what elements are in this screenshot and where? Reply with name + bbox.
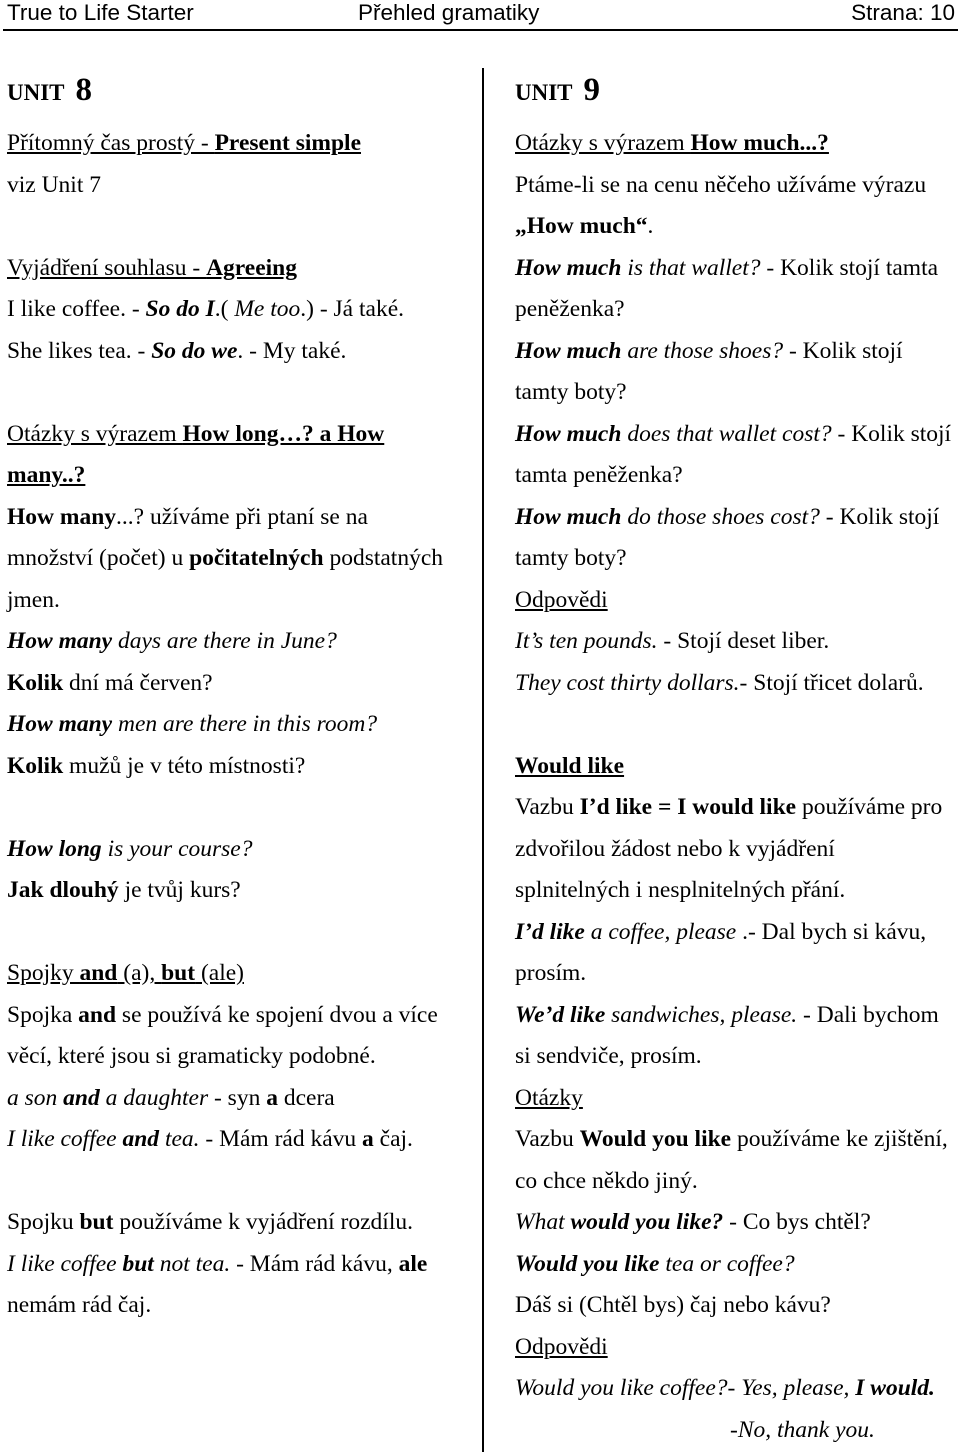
blank-line — [515, 704, 955, 746]
text-line — [7, 995, 477, 1037]
bold-text: Kolik — [7, 669, 64, 696]
plain-text: se používá ke spojení dvou a více — [116, 1001, 438, 1028]
italic-text: I like coffee — [7, 1250, 123, 1277]
bold-text: but — [161, 960, 196, 986]
example-line — [515, 414, 955, 456]
unit-label: UNIT — [7, 80, 65, 105]
plain-text: tamta peněženka? — [515, 462, 683, 488]
bold-text: Would you like — [579, 1126, 732, 1152]
italic-text: is that wallet? — [621, 254, 761, 281]
plain-text: Spojky — [7, 960, 80, 986]
example-line — [515, 1368, 955, 1410]
bold-text: How much...? — [690, 130, 829, 156]
plain-text: Vazbu — [515, 1126, 580, 1152]
column-divider — [482, 68, 484, 1452]
italic-text: days are there in June? — [112, 628, 337, 654]
plain-text: . — [647, 213, 654, 239]
example-line — [7, 704, 477, 746]
italic-text: tea or coffee? — [659, 1250, 795, 1277]
italic-text: a daughter — [99, 1084, 209, 1111]
translation-line — [515, 1285, 955, 1327]
example-line — [7, 1078, 477, 1120]
section-heading — [7, 953, 477, 995]
italic-text: tea. — [159, 1126, 200, 1152]
bold-text: Present simple — [214, 130, 361, 156]
plain-text: tamty boty? — [515, 545, 627, 571]
plain-text: - Mám rád kávu, — [230, 1250, 399, 1277]
italic-text: I like coffee — [7, 1126, 123, 1152]
italic-text: -No, thank you. — [730, 1416, 875, 1443]
text-line — [515, 787, 955, 829]
bold-italic-text: but — [122, 1250, 154, 1277]
bold-italic-text: How many — [7, 628, 113, 654]
bold-italic-text: How long — [7, 835, 102, 862]
bold-text: many..? — [7, 462, 86, 488]
text-line — [515, 165, 955, 207]
translation-line — [7, 746, 477, 788]
plain-text: je tvůj kurs? — [118, 877, 241, 903]
plain-text: Otázky s výrazem — [7, 420, 183, 447]
italic-text: Would you like coffee?- Yes, please, — [515, 1375, 856, 1401]
plain-text: She likes tea. - — [7, 337, 152, 364]
text-line — [515, 829, 955, 871]
plain-text: Ptáme-li se na cenu něčeho užíváme výrazu — [515, 171, 927, 198]
bold-italic-text: How much — [515, 503, 622, 530]
bold-italic-text: How much — [515, 254, 622, 281]
italic-text: It’s ten pounds. — [515, 628, 658, 654]
text-line — [7, 289, 477, 331]
text-line — [515, 1119, 955, 1161]
plain-text: Vazbu — [515, 794, 580, 820]
plain-text: dcera — [277, 1084, 335, 1111]
plain-text: - Stojí třicet dolarů. — [739, 669, 924, 696]
plain-text: jmen. — [7, 586, 60, 613]
bold-text: a — [266, 1084, 278, 1111]
section-title: Přehled gramatiky — [358, 0, 540, 25]
bold-italic-text: How many — [7, 711, 113, 737]
plain-text: používáme ke zjištění, — [731, 1126, 948, 1152]
plain-text: množství (počet) u — [7, 545, 190, 571]
plain-text: peněženka? — [515, 296, 625, 322]
section-heading — [7, 248, 477, 290]
example-line — [515, 497, 955, 539]
plain-text: viz Unit 7 — [7, 171, 101, 198]
text-line — [7, 580, 477, 622]
text-line — [515, 372, 955, 414]
example-line — [7, 621, 477, 663]
plain-text: čaj. — [373, 1126, 413, 1152]
bold-text: a — [362, 1126, 374, 1152]
bold-italic-text: How much — [515, 420, 622, 447]
bold-text: Agreeing — [206, 254, 297, 281]
bold-italic-text: and — [122, 1126, 160, 1152]
italic-text: a coffee, please — [584, 918, 737, 945]
plain-text: .) - Já také. — [300, 296, 405, 322]
blank-line — [7, 912, 477, 954]
example-line — [7, 1244, 477, 1286]
translation-line — [7, 870, 477, 912]
plain-text: - Co bys chtěl? — [723, 1209, 871, 1235]
plain-text: prosím. — [515, 960, 587, 986]
plain-text: Přítomný čas prostý - — [7, 130, 215, 156]
example-line — [515, 1244, 955, 1286]
section-heading — [515, 123, 955, 165]
plain-text: mužů je v této místnosti? — [63, 752, 306, 779]
bold-italic-text: and — [63, 1084, 100, 1111]
bold-text: Jak dlouhý — [7, 877, 119, 903]
unit-label: UNIT — [515, 80, 573, 105]
blank-line — [7, 787, 477, 829]
plain-text: - Kolik stojí — [819, 503, 940, 530]
plain-text: tamty boty? — [515, 379, 627, 405]
bold-text: počitatelných — [189, 545, 324, 571]
plain-text: I like coffee. - — [7, 296, 146, 322]
plain-text: ...? užíváme při ptaní se na — [116, 503, 368, 530]
italic-text: is your course? — [101, 835, 253, 862]
section-heading — [7, 455, 477, 497]
text-line — [515, 538, 955, 580]
bold-text: ale — [398, 1250, 428, 1277]
italic-text: not tea. — [153, 1250, 231, 1277]
plain-text: Otázky — [515, 1084, 583, 1111]
italic-text: a son — [7, 1084, 64, 1111]
bold-text: How long…? a How — [182, 420, 385, 447]
blank-line — [7, 1161, 477, 1203]
text-line — [515, 953, 955, 995]
section-heading — [515, 1327, 955, 1369]
plain-text: používáme pro — [796, 794, 943, 820]
text-line — [515, 206, 955, 248]
bold-text: Would like — [515, 752, 625, 779]
text-line — [515, 1161, 955, 1203]
text-line — [515, 1036, 955, 1078]
example-line — [7, 1119, 477, 1161]
plain-text: - Stojí deset liber. — [657, 628, 830, 654]
text-line — [7, 538, 477, 580]
book-title: True to Life Starter — [7, 0, 194, 25]
plain-text: zdvořilou žádost nebo k vyjádření — [515, 835, 835, 862]
text-line — [515, 870, 955, 912]
unit-8-heading — [7, 68, 477, 123]
plain-text: .- Dal bych si kávu, — [736, 918, 927, 945]
plain-text: Spojka — [7, 1001, 79, 1028]
plain-text: - Kolik stojí — [783, 337, 903, 364]
plain-text: Otázky s výrazem — [515, 130, 691, 156]
text-line — [7, 1285, 477, 1327]
bold-italic-text: would you like? — [570, 1209, 724, 1235]
bold-text: I’d like = I would like — [579, 794, 797, 820]
plain-text: nemám rád čaj. — [7, 1292, 152, 1318]
example-line — [515, 663, 955, 705]
italic-text: They cost thirty dollars. — [515, 669, 740, 696]
italic-text: What — [515, 1209, 571, 1235]
plain-text: - Kolik stojí — [831, 420, 952, 447]
example-line — [515, 248, 955, 290]
example-line — [515, 621, 955, 663]
plain-text: Odpovědi — [515, 1333, 608, 1360]
blank-line — [7, 206, 477, 248]
unit-9-heading — [515, 68, 955, 123]
bold-text: How many — [7, 503, 117, 530]
example-line — [515, 331, 955, 373]
plain-text: dní má červen? — [63, 669, 213, 696]
plain-text: co chce někdo jiný. — [515, 1167, 698, 1194]
bold-italic-text: So do I — [145, 296, 215, 322]
plain-text: podstatných — [323, 545, 444, 571]
plain-text: používáme k vyjádření rozdílu. — [113, 1209, 413, 1235]
plain-text: .( — [214, 296, 235, 322]
bold-italic-text: Would you like — [515, 1250, 660, 1277]
plain-text: . - My také. — [237, 337, 347, 364]
plain-text: si sendviče, prosím. — [515, 1043, 702, 1069]
plain-text: splnitelných i nesplnitelných přání. — [515, 877, 846, 903]
plain-text: Vyjádření souhlasu - — [7, 254, 207, 281]
unit-number: 8 — [75, 72, 93, 108]
example-line — [515, 995, 955, 1037]
plain-text: - syn — [208, 1084, 267, 1111]
text-line — [7, 1036, 477, 1078]
text-line — [515, 289, 955, 331]
italic-text: Me too — [234, 296, 301, 322]
section-heading — [7, 123, 477, 165]
bold-text: and — [78, 1001, 117, 1028]
plain-text: věcí, které jsou si gramaticky podobné. — [7, 1043, 376, 1069]
bold-text: but — [79, 1209, 114, 1235]
bold-text: „How much“ — [515, 213, 648, 239]
page-number: Strana: 10 — [851, 0, 955, 25]
text-line — [7, 331, 477, 373]
bold-text: Kolik — [7, 752, 64, 779]
example-line — [515, 912, 955, 954]
unit-number: 9 — [583, 72, 601, 108]
plain-text: - Mám rád kávu — [199, 1126, 363, 1152]
italic-text: does that wallet cost? — [621, 420, 832, 447]
text-line — [7, 497, 477, 539]
example-line — [7, 829, 477, 871]
bold-italic-text: We’d like — [515, 1001, 606, 1028]
text-line — [7, 165, 477, 207]
example-line — [515, 1202, 955, 1244]
section-heading — [515, 746, 955, 788]
section-heading — [515, 1078, 955, 1120]
bold-text: and — [79, 960, 118, 986]
bold-italic-text: How much — [515, 337, 622, 364]
plain-text: Dáš si (Chtěl bys) čaj nebo kávu? — [515, 1292, 831, 1318]
example-line — [515, 1410, 955, 1452]
plain-text: Odpovědi — [515, 586, 608, 613]
text-line — [7, 1202, 477, 1244]
bold-italic-text: So do we — [151, 337, 238, 364]
translation-line — [7, 663, 477, 705]
text-line — [515, 455, 955, 497]
plain-text: - Dali bychom — [797, 1001, 939, 1028]
plain-text: (a), — [117, 960, 162, 986]
italic-text: do those shoes cost? — [621, 503, 820, 530]
italic-text: men are there in this room? — [112, 711, 378, 737]
bold-italic-text: I would. — [855, 1375, 935, 1401]
italic-text: sandwiches, please. — [605, 1001, 798, 1028]
blank-line — [7, 372, 477, 414]
italic-text: are those shoes? — [621, 337, 784, 364]
section-heading — [515, 580, 955, 622]
section-heading — [7, 414, 477, 456]
unit-8-column — [7, 68, 477, 1327]
unit-9-column — [515, 68, 955, 1451]
header-rule — [3, 29, 958, 31]
plain-text: Spojku — [7, 1209, 80, 1235]
plain-text: (ale) — [195, 960, 244, 986]
bold-italic-text: I’d like — [515, 918, 585, 945]
plain-text: - Kolik stojí tamta — [760, 254, 939, 281]
